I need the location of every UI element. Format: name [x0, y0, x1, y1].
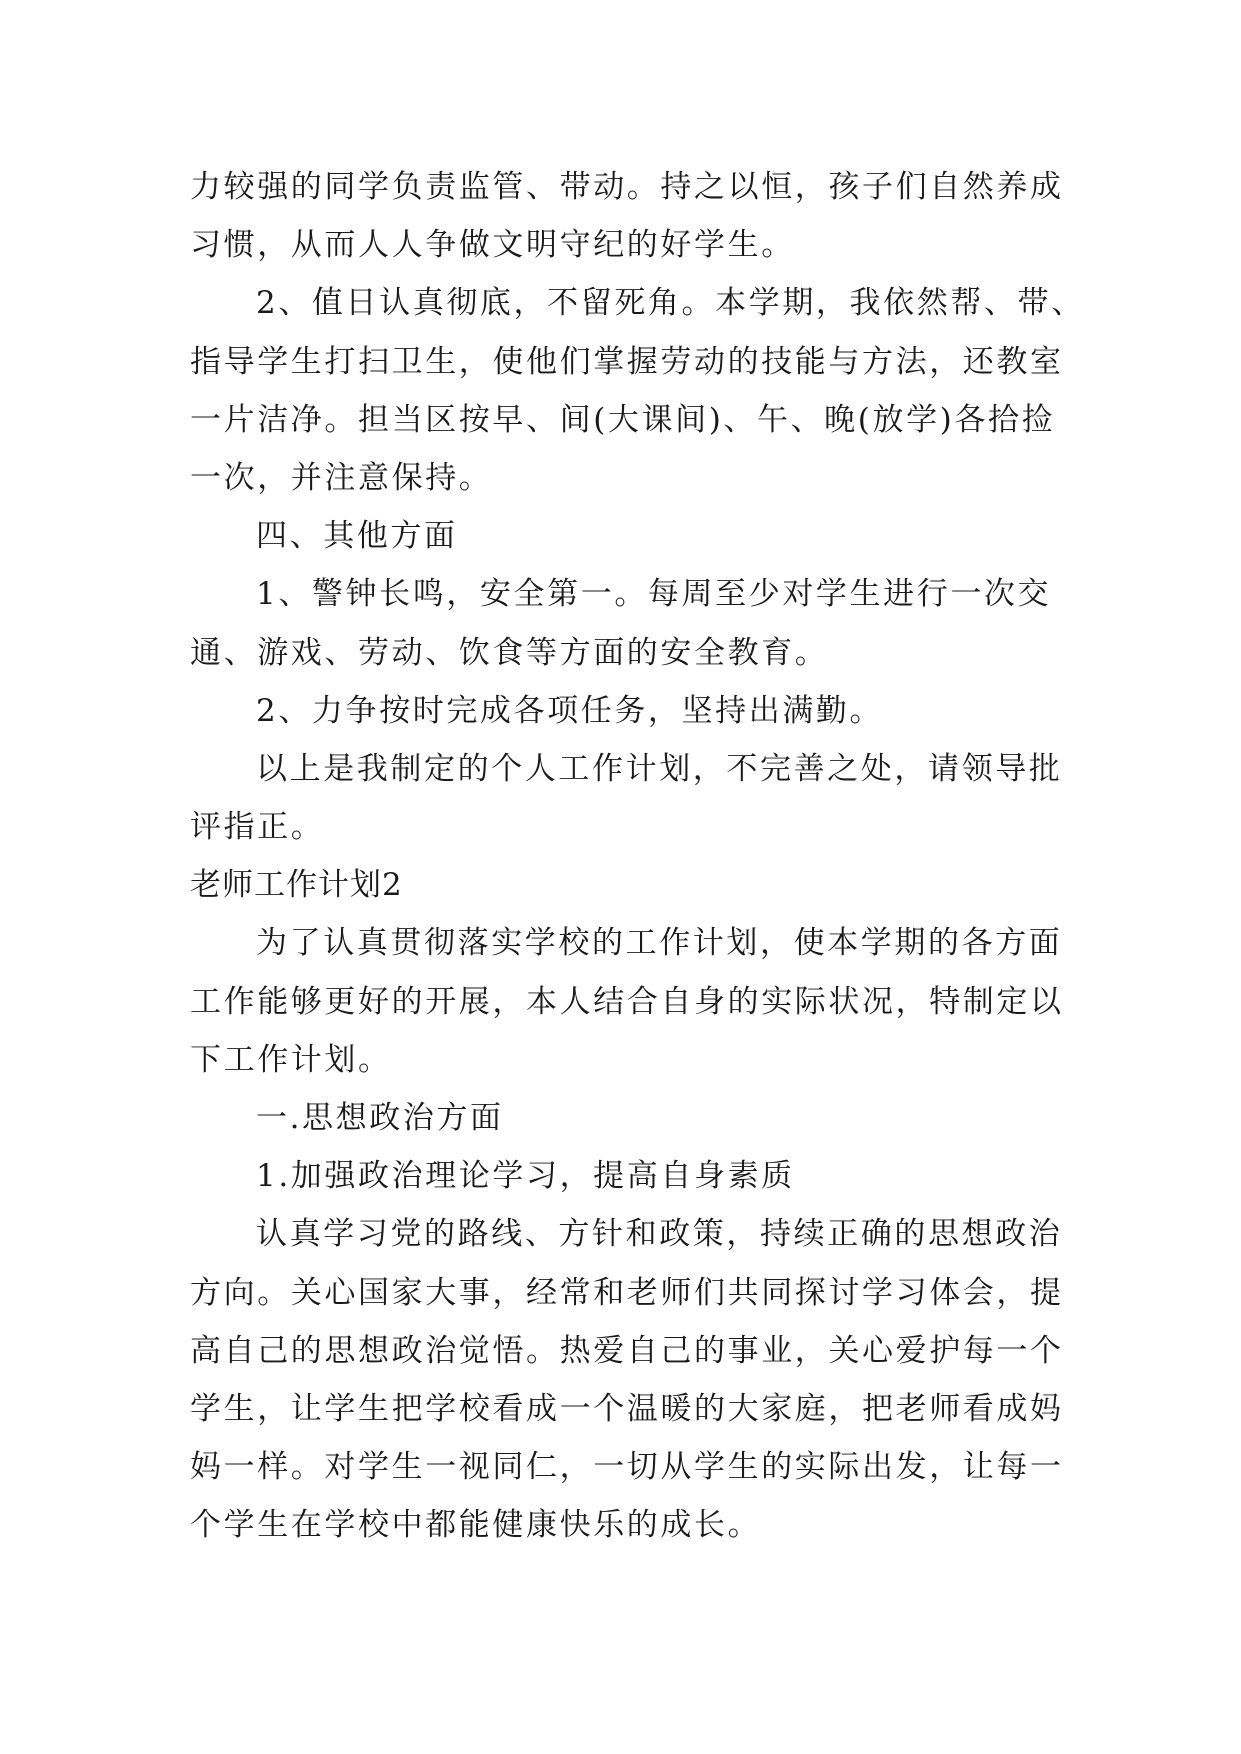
paragraph-line: 学生，让学生把学校看成一个温暖的大家庭，把老师看成妈	[190, 1390, 1064, 1427]
paragraph-line: 2、力争按时完成各项任务，坚持出满勤。	[256, 692, 884, 729]
paragraph-line: 个学生在学校中都能健康快乐的成长。	[190, 1507, 762, 1544]
paragraph-line: 力较强的同学负责监管、带动。持之以恒，孩子们自然养成	[190, 169, 1064, 205]
subsection-heading: 1.加强政治理论学习，提高自身素质	[256, 1158, 795, 1195]
paragraph-line: 通、游戏、劳动、饮食等方面的安全教育。	[190, 634, 829, 671]
paragraph-line: 下工作计划。	[190, 1041, 392, 1078]
paragraph-line: 认真学习党的路线、方针和政策，持续正确的思想政治	[256, 1216, 1063, 1253]
paragraph-line: 妈一样。对学生一视同仁，一切从学生的实际出发，让每一	[190, 1449, 1064, 1486]
paragraph-line: 工作能够更好的开展，本人结合自身的实际状况，特制定以	[190, 983, 1064, 1020]
paragraph-line: 以上是我制定的个人工作计划，不完善之处，请领导批	[256, 750, 1063, 787]
paragraph-line: 一片洁净。担当区按早、间(大课间)、午、晚(放学)各拾捡	[190, 401, 1056, 438]
paragraph-line: 评指正。	[190, 809, 325, 846]
paragraph-line: 为了认真贯彻落实学校的工作计划，使本学期的各方面	[256, 925, 1063, 962]
paragraph-line: 方向。关心国家大事，经常和老师们共同探讨学习体会，提	[190, 1274, 1064, 1311]
section-heading: 一.思想政治方面	[256, 1100, 504, 1136]
paragraph-line: 一次，并注意保持。	[190, 459, 493, 496]
section-heading: 四、其他方面	[256, 518, 458, 555]
paragraph-line: 习惯，从而人人争做文明守纪的好学生。	[190, 227, 795, 264]
paragraph-line: 高自己的思想政治觉悟。热爱自己的事业，关心爱护每一个	[190, 1332, 1064, 1369]
document-title: 老师工作计划2	[190, 867, 403, 904]
document-body	[190, 158, 1085, 1555]
paragraph-line: 1、警钟长鸣，安全第一。每周至少对学生进行一次交	[256, 576, 1052, 613]
paragraph-line: 指导学生打扫卫生，使他们掌握劳动的技能与方法，还教室	[190, 343, 1064, 380]
paragraph-line: 2、值日认真彻底，不留死角。本学期，我依然帮、带、	[256, 285, 1085, 322]
